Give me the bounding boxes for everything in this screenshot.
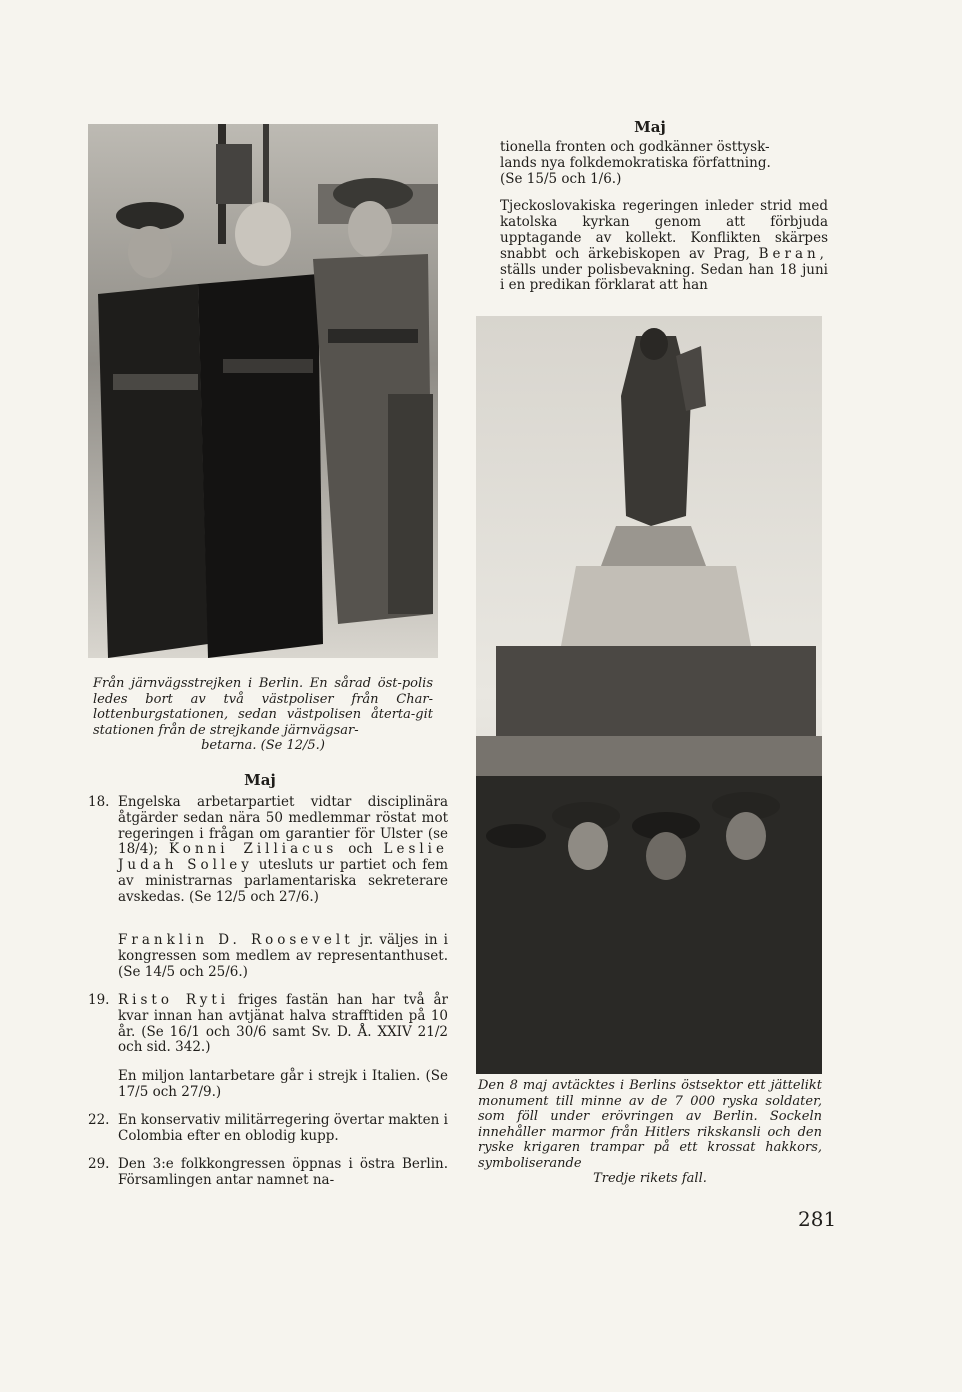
entry-number: 29. xyxy=(88,1156,110,1172)
caption-railway-strike-main: Från järnvägsstrejken i Berlin. En sårad öst-polis ledes bort av två västpoliser från Char-lottenburgstationen, sedan västpolisen återta-git stationen från de strejkande järnvägsar- xyxy=(93,676,433,738)
name-ryti: Risto Ryti xyxy=(118,992,230,1008)
photo-soviet-monument xyxy=(476,316,822,1074)
entry-roosevelt xyxy=(88,933,448,980)
photo-railway-strike-image xyxy=(88,124,438,658)
right-continued-line-3: (Se 15/5 och 1/6.) xyxy=(500,170,622,187)
entry-text: En miljon lantarbetare går i strejk i Italien. (Se 17/5 och 27/9.) xyxy=(118,1068,448,1100)
caption-soviet-monument-last: Tredje rikets fall. xyxy=(593,1171,707,1186)
name-zilliacus: Konni Zilliacus xyxy=(169,841,338,858)
entry-text-c: utesluts ur partiet och fem av ministrarnas parlamentariska sekreterare avskedas. (Se 12/5 och 27/6.) xyxy=(118,857,448,905)
name-roosevelt: Franklin D. Roosevelt xyxy=(118,932,354,948)
entry-italy-strike xyxy=(88,1069,448,1101)
entry-text-b: och xyxy=(348,841,373,858)
right-paragraph-czech xyxy=(500,199,828,294)
entry-number: 19. xyxy=(88,992,110,1008)
entry-text: jr. väljes in i kongressen som medlem av representanthuset. (Se 14/5 och 25/6.) xyxy=(118,932,448,980)
entry-number: 22. xyxy=(88,1112,110,1128)
name-solley: Leslie Judah Solley xyxy=(118,841,448,874)
entry-text: En konservativ militärregering övertar makten i Colombia efter en oblodig kupp. xyxy=(118,1112,448,1144)
entry-number: 18. xyxy=(88,794,110,810)
photo-soviet-monument-image xyxy=(476,316,822,1074)
entry-text: friges fastän han har två år kvar innan han avtjänat halva strafftiden på 10 år. (Se 16/1 och 30/6 samt Sv. D. Å. XXIV 21/2 och sid. 342.) xyxy=(118,992,448,1056)
entry-29-congress xyxy=(88,1157,448,1189)
entry-text: Den 3:e folkkongressen öppnas i östra Berlin. Församlingen antar namnet na- xyxy=(118,1156,448,1188)
caption-soviet-monument-main: Den 8 maj avtäcktes i Berlins östsektor ett jättelikt monument till minne av de 7 000 ryska soldater, som föll under erövringen av Berlin. Sockeln innehåller marmor från Hitlers rikskansli och den ryske krigaren trampar på ett krossat hakkors, symboliserande xyxy=(478,1078,822,1171)
right-paragraph-czech-a: Tjeckoslovakiska regeringen inleder strid med katolska kyrkan genom att förbjuda upptagande av kollekt. Konflikten skärpes snabbt och ärkebiskopen av Prag, xyxy=(500,198,828,262)
right-paragraph-czech-b: ställs under polisbevakning. Sedan han 18 juni i en predikan förklarat att han xyxy=(500,261,828,294)
left-column-heading: Maj xyxy=(244,771,276,789)
entry-22-colombia xyxy=(88,1113,448,1145)
right-column-text xyxy=(500,140,828,294)
entry-18-labour xyxy=(88,795,448,906)
right-column-heading: Maj xyxy=(634,118,666,136)
caption-soviet-monument xyxy=(478,1078,822,1187)
caption-railway-strike xyxy=(93,676,433,754)
entry-text-a: Engelska arbetarpartiet vidtar disciplinära åtgärder sedan nära 50 medlemmar röstat mot regeringen i frågan om garantier för Ulster (se 18/4); xyxy=(118,794,448,858)
caption-railway-strike-last: betarna. (Se 12/5.) xyxy=(201,738,325,753)
right-continued-line-1: tionella fronten och godkänner östtysk- xyxy=(500,139,770,155)
entry-19-ryti xyxy=(88,993,448,1056)
right-continued-line-2: lands nya folkdemokratiska författning. xyxy=(500,154,771,171)
name-beran: Beran, xyxy=(758,245,828,262)
photo-railway-strike xyxy=(88,124,438,658)
page-number: 281 xyxy=(798,1207,837,1231)
